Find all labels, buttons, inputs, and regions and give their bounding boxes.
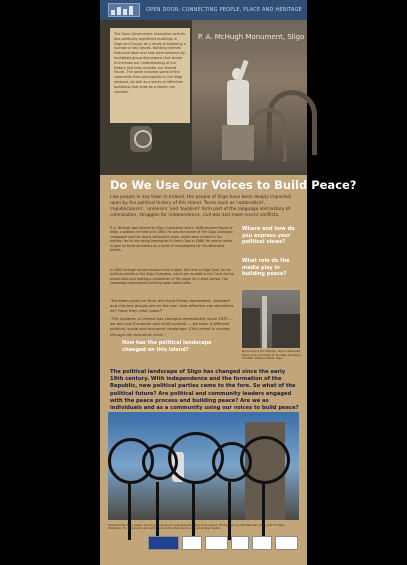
sponsor-logo: [231, 536, 249, 550]
gate-photo: [108, 412, 299, 520]
banner-title: OPEN DOOR: CONNECTING PEOPLE, PLACE AND HERITAGE: [146, 7, 302, 13]
sponsor-logos: [148, 536, 298, 550]
banner: [100, 0, 307, 20]
open-door-logo: [108, 3, 140, 17]
poster-panel: [100, 0, 357, 565]
sponsor-logo: [182, 536, 202, 550]
body-paragraph-1: P. A. McHugh was elected to Sligo Corporation and in 1888 became Mayor of Sligo, a position he held until 1890. He was the owner of The Sligo Champion newspaper and his strong nationalist views, which were evident in his articles, led to him being imprisoned in Derry Gaol in 1888. He was to return to gaol on three occasions as a result of campaigning for his nationalist beliefs.: [110, 226, 234, 253]
closing-paragraph: The political landscape of Sligo has changed since the early 19th century. With independence and the formation of the Republic, new political parties came to the fore. So what of the political future? Are political and community leaders engaged with the peace process and building peace? Are we as individuals and as a community using our voices to build peace?: [110, 369, 299, 412]
main-heading: Do We Use Our Voices to Build Peace?: [110, 178, 357, 192]
street-photo-caption: Monument to P.A. McHugh, Sligo's nationalist Mayor and co-founder of The Sligo Champion, The Mall, Stephen Street, Sligo.: [242, 350, 302, 360]
statue-figure: [222, 60, 252, 160]
question-left: How has the political landscape changed on this island?: [122, 340, 212, 353]
footer-credits: Thanks to the Sligo Library and County Library for supporting the Open Door project. Photographs by The National Library and the Sligo Champion. For information and with thanks to the Sligo County Council & Sligo Centre.: [108, 524, 285, 531]
intro-box: The Open Government Innovation activity and politically significant buildings in Sligo and Clough as a result of exploring a number of key places. Building themes: Historical tales and how were between by facilitated group discussions that aimed to increase our understanding of our history and how consider our shared future. The panel includes some of the comments from participants in the Sligo sessions, as well as a series of reflective questions that arise as a reader can consider.: [110, 28, 190, 123]
arch-shape: [249, 108, 287, 162]
question-right-2: What role do the media play in building peace?: [242, 258, 290, 277]
sligo-logo: [275, 536, 298, 550]
lead-paragraph: Like people in any town in Ireland, the people of Sligo have been deeply impacted upon by the political history of this island. Terms such as 'nationalism', 'republicanism', 'unionism' and 'loyalism' form part of the language and history of colonisation, struggles for independence, civil war and more recent conflicts.: [110, 195, 291, 218]
peace-logo: [148, 536, 179, 550]
photo-caption-title: P. A. McHugh Monument, Sligo: [198, 33, 305, 41]
quote-1: "Fourteen years on from the Good Friday Agreement, dissident and criminal groups are on the rise. How effective can dissidents be? Have they clear goals?": [110, 298, 234, 314]
question-right-1: Where and how do you express your political views?: [242, 226, 295, 245]
celtic-carving-image: [130, 126, 152, 152]
sponsor-logo: [252, 536, 272, 550]
quote-2: "The dynamic of Ireland has changed dramatically since 1970 — we are now European and multi-cultural — we have a different political, social and economic landscape. Civil unrest is coming through the economic crisis.": [110, 316, 233, 337]
sponsor-logo: [205, 536, 228, 550]
body-paragraph-2: In 1892 McHugh served another term in gaol, this time in Sligo Gaol, for his political articles in the Sligo Champion, which are recalled in the Court during prosecution and hosting a celebration of the paper for a short period. The newspaper commenced printing again weeks later.: [110, 268, 234, 286]
monument-photo: [192, 20, 307, 175]
street-photo: [242, 290, 300, 348]
